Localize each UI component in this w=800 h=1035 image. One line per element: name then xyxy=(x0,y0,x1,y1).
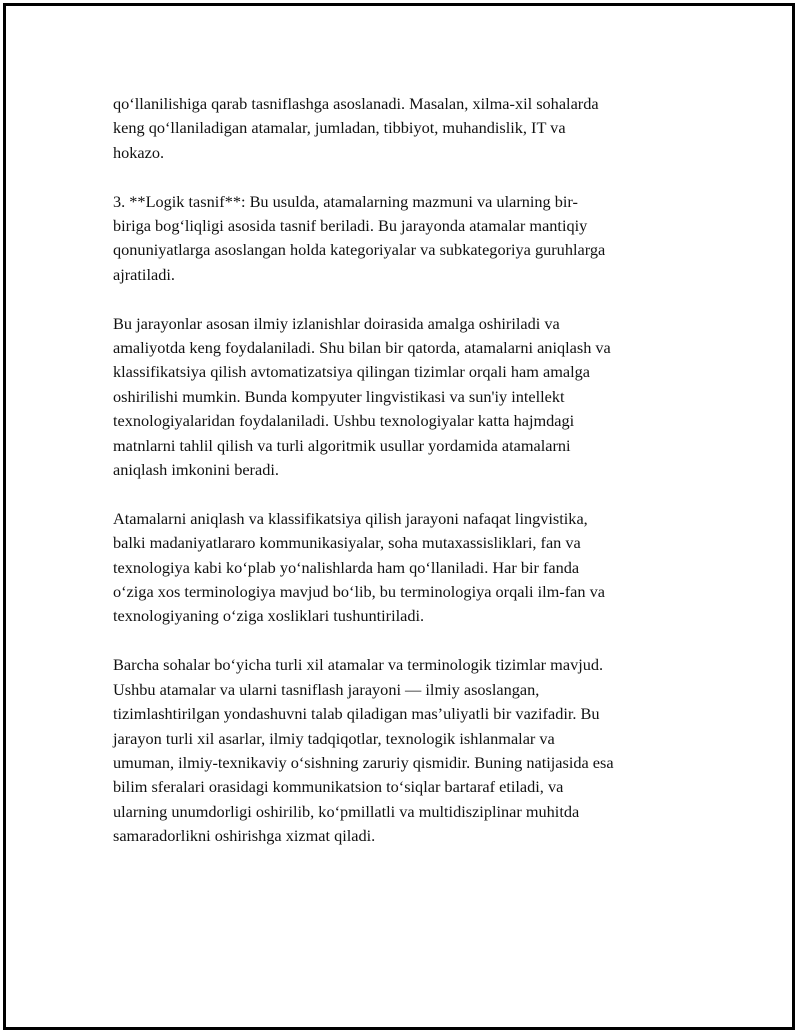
text-line: oshirilishi mumkin. Bunda kompyuter lingvistikasi va sun'iy intellekt xyxy=(113,386,565,406)
text-line: aniqlash imkonini beradi. xyxy=(113,460,279,480)
text-line: keng qo‘llaniladigan atamalar, jumladan, tibbiyot, muhandislik, IT va xyxy=(113,118,566,138)
text-line: 3. **Logik tasnif**: Bu usulda, atamalarning mazmuni va ularning bir- xyxy=(113,191,578,211)
document-body xyxy=(113,92,693,873)
paragraph-2 xyxy=(113,190,693,288)
text-line: tizimlashtirilgan yondashuvni talab qiladigan mas’uliyatli bir vazifadir. Bu xyxy=(113,704,600,724)
text-line: qonuniyatlarga asoslangan holda kategoriyalar va subkategoriya guruhlarga xyxy=(113,240,606,260)
paragraph-5 xyxy=(113,653,693,848)
text-line: ajratiladi. xyxy=(113,264,175,284)
text-line: biriga bog‘liqligi asosida tasnif beriladi. Bu jarayonda atamalar mantiqiy xyxy=(113,216,588,236)
text-line: klassifikatsiya qilish avtomatizatsiya qilingan tizimlar orqali ham amalga xyxy=(113,362,591,382)
text-line: Bu jarayonlar asosan ilmiy izlanishlar doirasida amalga oshiriladi va xyxy=(113,313,560,333)
text-line: samaradorlikni oshirishga xizmat qiladi. xyxy=(113,826,376,846)
text-line: balki madaniyatlararo kommunikasiyalar, soha mutaxassisliklari, fan va xyxy=(113,533,581,553)
text-line: bilim sferalari orasidagi kommunikatsion to‘siqlar bartaraf etiladi, va xyxy=(113,777,564,797)
paragraph-1 xyxy=(113,92,693,165)
text-line: texnologiyalaridan foydalaniladi. Ushbu texnologiyalar katta hajmdagi xyxy=(113,411,575,431)
paragraph-4 xyxy=(113,507,693,629)
text-line: texnologiyaning o‘ziga xosliklari tushuntiriladi. xyxy=(113,606,425,626)
text-line: matnlarni tahlil qilish va turli algoritmik usullar yordamida atamalarni xyxy=(113,435,571,455)
text-line: qo‘llanilishiga qarab tasniflashga asoslanadi. Masalan, xilma-xil sohalarda xyxy=(113,94,599,113)
text-line: ularning unumdorligi oshirilib, ko‘pmillatli va multidisziplinar muhitda xyxy=(113,801,580,821)
text-line: Atamalarni aniqlash va klassifikatsiya qilish jarayoni nafaqat lingvistika, xyxy=(113,508,588,528)
text-line: Barcha sohalar bo‘yicha turli xil atamalar va terminologik tizimlar mavjud. xyxy=(113,655,604,675)
text-line: texnologiya kabi ko‘plab yo‘nalishlarda ham qo‘llaniladi. Har bir fanda xyxy=(113,557,580,577)
text-line: umuman, ilmiy-texnikaviy o‘sishning zaruriy qismidir. Buning natijasida esa xyxy=(113,752,614,772)
paragraph-3 xyxy=(113,312,693,483)
text-line: hokazo. xyxy=(113,142,165,162)
text-line: o‘ziga xos terminologiya mavjud bo‘lib, bu terminologiya orqali ilm-fan va xyxy=(113,582,605,602)
text-line: amaliyotda keng foydalaniladi. Shu bilan bir qatorda, atamalarni aniqlash va xyxy=(113,338,611,358)
text-line: jarayon turli xil asarlar, ilmiy tadqiqotlar, texnologik ishlanmalar va xyxy=(113,728,555,748)
text-line: Ushbu atamalar va ularni tasniflash jarayoni — ilmiy asoslangan, xyxy=(113,679,540,699)
